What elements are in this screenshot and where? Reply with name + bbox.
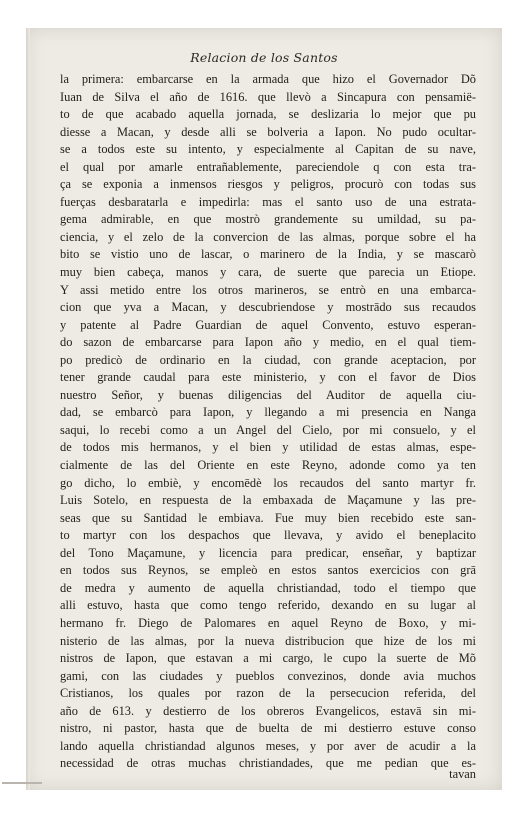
text-line: de medra y aumento de aquella christiandad, todo el tiempo que: [60, 580, 476, 595]
text-line: alli estuvo, hasta que como tengo referido, dexando en su lugar al: [60, 598, 476, 613]
text-line: ça se exponia a inmensos riesgos y peligros, procurò con todas sus: [60, 177, 476, 192]
text-line: do sazon de embarcarse para Iapon año y medio, en el qual tiem-: [60, 335, 476, 350]
text-line: la primera: embarcarse en la armada que hizo el Governador Dõ: [60, 72, 476, 86]
text-line: gami, con las ciudades y pueblos convezinos, donde avia muchos: [60, 668, 476, 683]
text-line: Cristianos, los quales por razon de la persecucion referida, del: [60, 686, 476, 701]
text-line: go dicho, lo embiè, y encomēdè los recaudos del santo martyr fr.: [60, 475, 476, 490]
text-line: tener grande caudal para este ministerio, y con el favor de Dios: [60, 370, 476, 385]
text-line: bito se vistio uno de lascar, o marinero de la India, y se mascarò: [60, 247, 476, 262]
text-line: muy bien cabeça, manos y cara, de suerte que parecia un Etiope.: [60, 265, 476, 280]
text-line: Y assi metido entre los otros marineros, se entrò en una embarca-: [60, 282, 476, 297]
text-line: cialmente de las del Oriente en este Reyno, adonde como ya ten: [60, 458, 476, 473]
text-line: del Tono Maçamune, y licencia para predicar, enseñar, y baptizar: [60, 545, 476, 560]
text-line: Luis Sotelo, en respuesta de la embaxada de Maçamune y las pre-: [60, 493, 476, 508]
text-line: el qual por amarle entrañablemente, pareciendole q con esta tra-: [60, 159, 476, 174]
text-line: gema admirable, en que mostrò grandemente su umildad, su pa-: [60, 212, 476, 227]
text-line: lando aquella christiandad algunos meses, y por aver de acudir a la: [60, 738, 476, 753]
catchword: tavan: [449, 767, 476, 781]
text-line: seas que su Santidad le embiava. Fue muy bien recebido este san-: [60, 510, 476, 525]
text-line: Iuan de Silva el año de 1616. que llevò a Sincapura con pensamië-: [60, 89, 476, 104]
running-head: Relacion de los Santos: [190, 50, 338, 65]
text-line: nistros de Iapon, que estavan a mi cargo, le cupo la suerte de Mõ: [60, 651, 476, 666]
text-line: saqui, lo recebi como a un Angel del Cielo, por mi consuelo, y el: [60, 422, 476, 437]
text-line: fuerças desbaratarla e impedirla: mas el santo uso de una estrata-: [60, 194, 476, 209]
body-text: [60, 71, 476, 773]
text-line: necessidad de otras muchas christiandades, que me pedian que es-: [60, 756, 476, 771]
text-line: dad, se embarcò para Iapon, y llegando a mi presencia en Nanga: [60, 405, 476, 420]
text-line: po predicò de ordinario en la ciudad, con grande aceptacion, por: [60, 352, 476, 367]
text-line: diesse a Macan, y desde alli se bolveria a Iapon. No pudo ocultar-: [60, 124, 476, 139]
book-page: [26, 28, 502, 790]
text-line: to de que acabado aquella jornada, se deslizaria lo mejor que pu: [60, 107, 476, 122]
text-line: to martyr con los despachos que llevava, y avido el beneplacito: [60, 528, 476, 543]
text-line: año de 613. y destierro de los obreros Evangelicos, estavā sin mi-: [60, 703, 476, 718]
text-line: ciencia, y el zelo de la convercion de las almas, porque sobre el ha: [60, 229, 476, 244]
text-line: de todos mis hermanos, y el bien y utilidad de estas almas, espe-: [60, 440, 476, 455]
text-line: hermano fr. Diego de Palomares en aquel Reyno de Boxo, y mi-: [60, 615, 476, 630]
page-edge: [26, 28, 30, 790]
text-line: se a todos este su intento, y especialmente al Capitan de su nave,: [60, 142, 476, 157]
scan-mark: [2, 782, 42, 784]
text-line: nisterio de las almas, por la nueva distribucion que hize de los mi: [60, 633, 476, 648]
text-line: y patente al Padre Guardian de aquel Convento, estuvo esperan-: [60, 317, 476, 332]
text-line: nistro, ni pastor, hasta que de buelta de mi destierro estuve conso: [60, 721, 476, 736]
text-line: nuestro Señor, y buenas diligencias del Auditor de aquella ciu-: [60, 387, 476, 402]
text-line: en todos sus Reynos, se empleò en estos santos exercicios con grā: [60, 563, 476, 578]
text-line: cion que yva a Macan, y descubriendose y mostrādo sus recaudos: [60, 300, 476, 315]
